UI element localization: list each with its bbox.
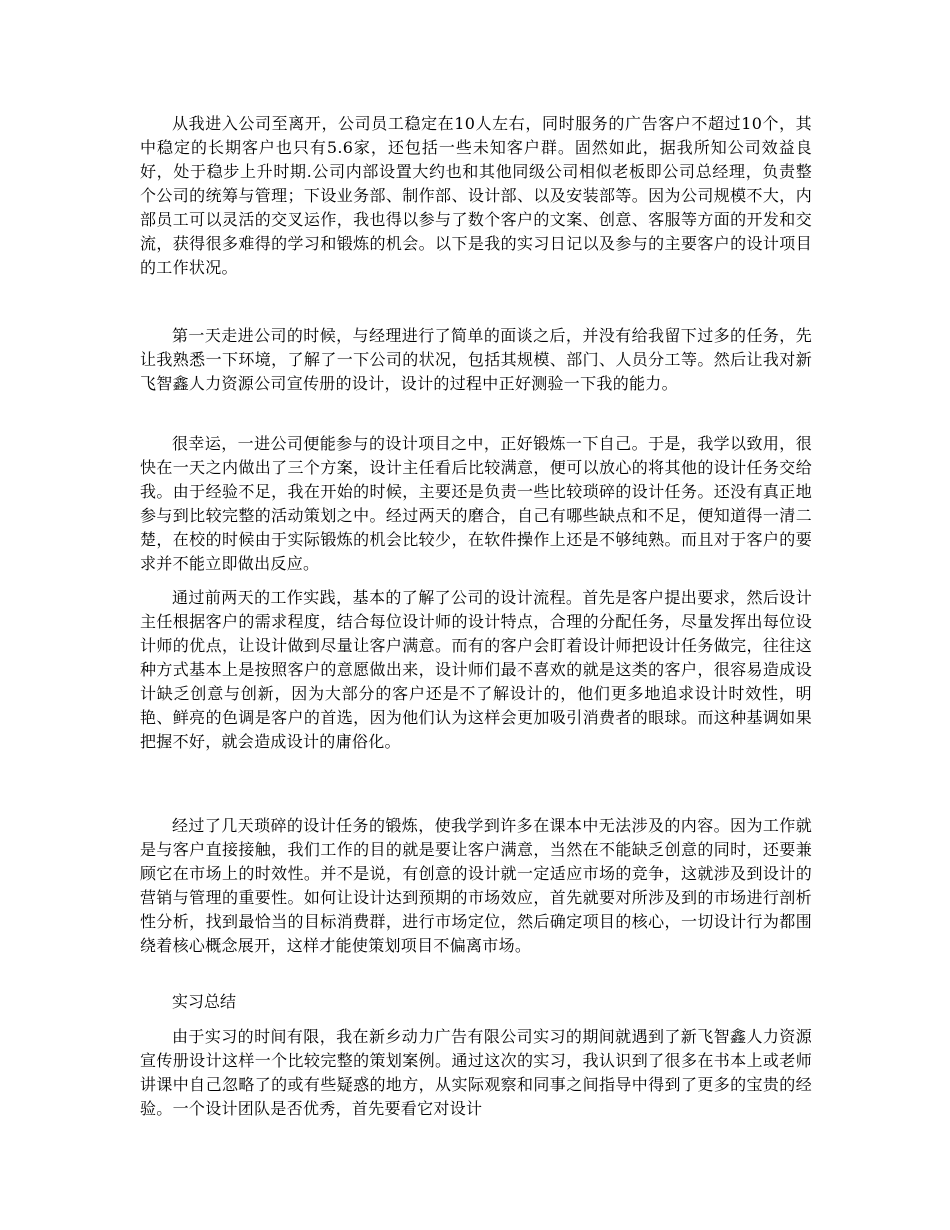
paragraph-company-overview: 从我进入公司至离开，公司员工稳定在10人左右，同时服务的广告客户不超过10个，其中稳定的长期客户也只有5.6家，还包括一些未知客户群。固然如此，据我所知公司效益良好，处于稳步上升时期.公司内部设置大约也和其他同级公司相似老板即公司总经理，负责整个公司的统筹与管理；下设业务部、制作部、设计部、以及安装部等。因为公司规模不大，内部员工可以灵活的交叉运作，我也得以参与了数个客户的文案、创意、客服等方面的开发和交流，获得很多难得的学习和锻炼的机会。以下是我的实习日记以及参与的主要客户的设计项目的工作状况。 — [140, 114, 812, 277]
paragraph-summary: 由于实习的时间有限，我在新乡动力广告有限公司实习的期间就遇到了新飞智鑫人力资源宣传册设计这样一个比较完整的策划案例。通过这次的实习，我认识到了很多在书本上或老师讲课中自己忽略了的或有些疑惑的地方，从实际观察和同事之间指导中得到了更多的宝贵的经验。一个设计团队是否优秀，首先要看它对设计 — [140, 1027, 812, 1118]
section-heading-summary: 实习总结 — [172, 992, 237, 1011]
paragraph-design-process: 通过前两天的工作实践，基本的了解了公司的设计流程。首先是客户提出要求，然后设计主任根据客户的需求程度，结合每位设计师的设计特点，合理的分配任务，尽量发挥出每位设计师的优点，让设计做到尽量让客户满意。而有的客户会盯着设计师把设计任务做完，往往这种方式基本上是按照客户的意愿做出来，设计师们最不喜欢的就是这类的客户，很容易造成设计缺乏创意与创新，因为大部分的客户还是不了解设计的，他们更多地追求设计时效性，明艳、鲜亮的色调是客户的首选，因为他们认为这样会更加吸引消费者的眼球。而这种基调如果把握不好，就会造成设计的庸俗化。 — [140, 588, 812, 751]
paragraph-lessons-learned: 经过了几天琐碎的设计任务的锻炼，使我学到许多在课本中无法涉及的内容。因为工作就是与客户直接接触，我们工作的目的就是要让客户满意，当然在不能缺乏创意的同时，还要兼顾它在市场上的时效性。并不是说，有创意的设计就一定适应市场的竞争，这就涉及到设计的营销与管理的重要性。如何让设计达到预期的市场效应，首先就要对所涉及到的市场进行剖析性分析，找到最恰当的目标消费群，进行市场定位，然后确定项目的核心，一切设计行为都围绕着核心概念展开，这样才能使策划项目不偏离市场。 — [140, 816, 812, 955]
paragraph-first-day: 第一天走进公司的时候，与经理进行了简单的面谈之后，并没有给我留下过多的任务，先让我熟悉一下环境，了解了一下公司的状况，包括其规模、部门、人员分工等。然后让我对新飞智鑫人力资源公司宣传册的设计，设计的过程中正好测验一下我的能力。 — [140, 326, 812, 393]
paragraph-first-project: 很幸运，一进公司便能参与的设计项目之中，正好锻炼一下自己。于是，我学以致用，很快在一天之内做出了三个方案，设计主任看后比较满意，便可以放心的将其他的设计任务交给我。由于经验不足，我在开始的时候，主要还是负责一些比较琐碎的设计任务。还没有真正地参与到比较完整的活动策划之中。经过两天的磨合，自己有哪些缺点和不足，便知道得一清二楚，在校的时候由于实际锻炼的机会比较少，在软件操作上还是不够纯熟。而且对于客户的要求并不能立即做出反应。 — [140, 434, 812, 573]
